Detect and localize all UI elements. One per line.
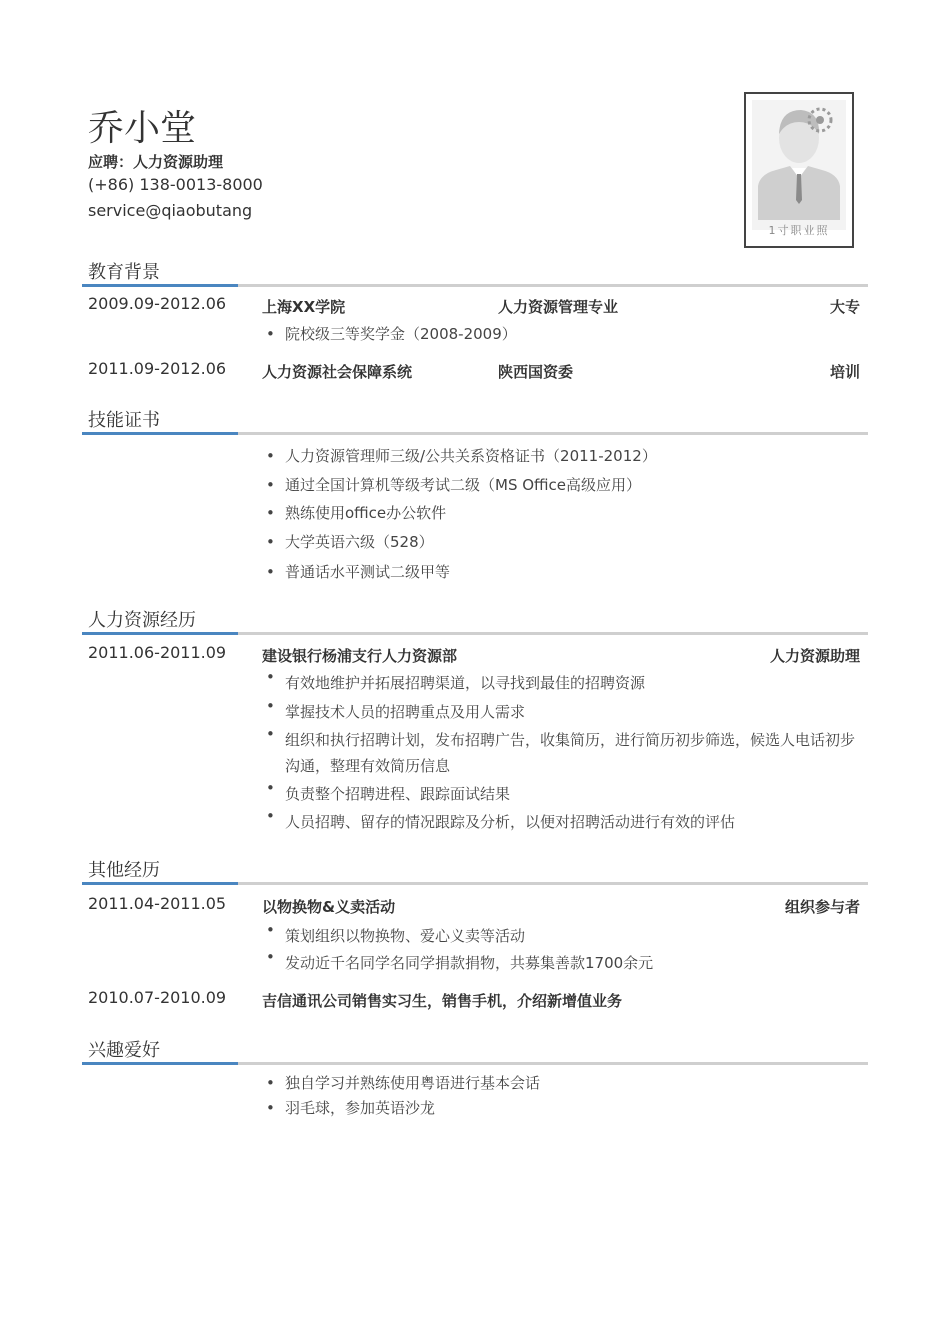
hr-duty: 有效地维护并拓展招聘渠道，以寻找到最佳的招聘资源 [285, 674, 646, 692]
hobby-item: 独自学习并熟练使用粤语进行基本会话 [285, 1074, 541, 1092]
section-title-skills: 技能证书 [88, 410, 160, 431]
bullet-icon: • [266, 921, 275, 939]
bullet-icon: • [266, 668, 275, 686]
hr-duty: 人员招聘、留存的情况跟踪及分析，以便对招聘活动进行有效的评估 [285, 813, 736, 831]
section-title-hobbies: 兴趣爱好 [88, 1040, 160, 1061]
hr-date: 2011.06-2011.09 [88, 643, 227, 662]
hobby-item: 羽毛球，参加英语沙龙 [285, 1099, 436, 1117]
hr-duty: 负责整个招聘进程、跟踪面试结果 [285, 785, 511, 803]
skill-item: 大学英语六级（528） [285, 533, 434, 551]
training-org: 陕西国资委 [498, 363, 574, 381]
bullet-icon: • [266, 697, 275, 715]
hr-duty: 组织和执行招聘计划，发布招聘广告，收集简历，进行简历初步筛选，候选人电话初步沟通，整理有效简历信息 [285, 731, 856, 775]
internship-date: 2010.07-2010.09 [88, 988, 227, 1007]
bullet-icon: • [266, 1074, 275, 1092]
candidate-name: 乔小堂 [88, 108, 197, 149]
education-date: 2009.09-2012.06 [88, 294, 227, 313]
bullet-icon: • [266, 533, 275, 551]
bullet-icon: • [266, 1099, 275, 1117]
hr-role: 人力资源助理 [769, 647, 860, 665]
skill-item: 普通话水平测试二级甲等 [285, 563, 451, 581]
bullet-icon: • [266, 725, 275, 743]
skill-item: 通过全国计算机等级考试二级（MS Office高级应用） [285, 476, 642, 494]
section-divider-accent [82, 1062, 238, 1065]
training-date: 2011.09-2012.06 [88, 359, 227, 378]
email-address: service@qiaobutang [88, 201, 253, 220]
section-divider-accent [82, 882, 238, 885]
bullet-icon: • [266, 476, 275, 494]
section-title-hr-experience: 人力资源经历 [88, 610, 196, 631]
section-divider-accent [82, 432, 238, 435]
activity-role: 组织参与者 [784, 898, 860, 916]
activity-detail: 策划组织以物换物、爱心义卖等活动 [285, 927, 526, 945]
bullet-icon: • [266, 807, 275, 825]
skill-item: 人力资源管理师三级/公共关系资格证书（2011-2012） [285, 447, 657, 465]
bullet-icon: • [266, 779, 275, 797]
education-major: 人力资源管理专业 [498, 298, 619, 316]
profile-photo [744, 92, 854, 248]
section-divider-accent [82, 632, 238, 635]
bullet-icon: • [266, 948, 275, 966]
bullet-icon: • [266, 504, 275, 522]
education-school: 上海XX学院 [262, 298, 346, 316]
hr-duty: 掌握技术人员的招聘重点及用人需求 [285, 703, 526, 721]
bullet-icon: • [266, 325, 275, 343]
bullet-icon: • [266, 447, 275, 465]
applied-position: 应聘：人力资源助理 [88, 153, 224, 171]
bullet-icon: • [266, 563, 275, 581]
photo-caption: 1寸职业照 [768, 224, 830, 237]
section-title-other-experience: 其他经历 [88, 860, 160, 881]
activity-detail: 发动近千名同学名同学捐款捐物，共募集善款1700余元 [285, 954, 654, 972]
hr-organization: 建设银行杨浦支行人力资源部 [262, 647, 458, 665]
training-type: 培训 [829, 363, 860, 381]
section-title-education: 教育背景 [88, 262, 160, 283]
training-system: 人力资源社会保障系统 [262, 363, 413, 381]
education-degree: 大专 [829, 298, 860, 316]
skill-item: 熟练使用office办公软件 [285, 504, 447, 522]
education-award: 院校级三等奖学金（2008-2009） [285, 325, 517, 343]
internship-description: 吉信通讯公司销售实习生，销售手机，介绍新增值业务 [262, 992, 623, 1010]
activity-name: 以物换物&义卖活动 [262, 898, 396, 916]
phone-number: (+86) 138-0013-8000 [88, 175, 263, 194]
section-divider-accent [82, 284, 238, 287]
activity-date: 2011.04-2011.05 [88, 894, 227, 913]
